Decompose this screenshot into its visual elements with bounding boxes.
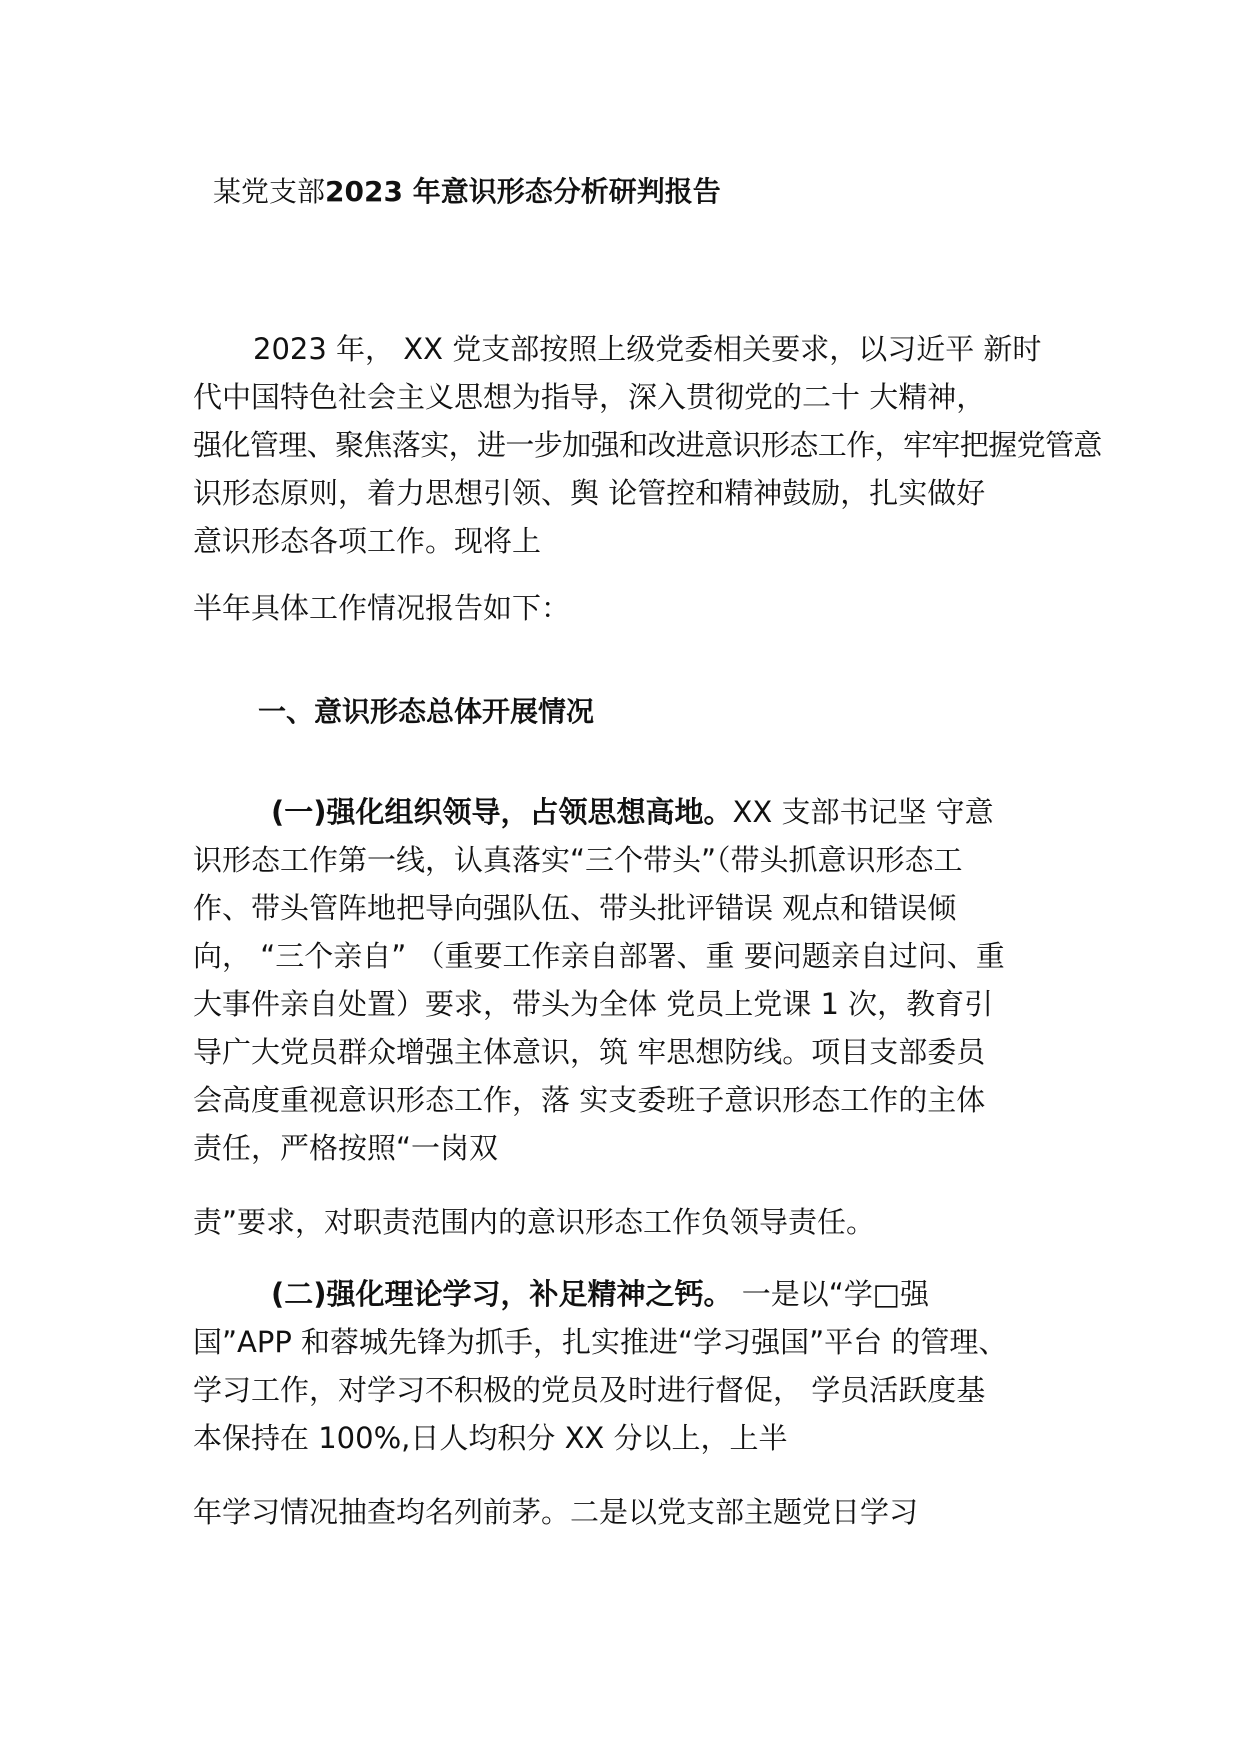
paragraph-line: 责任，严格按照“一岗双 bbox=[193, 1131, 499, 1165]
subsection-1-first-line bbox=[271, 792, 994, 832]
document-title bbox=[213, 172, 721, 212]
paragraph-line: 识形态工作第一线，认真落实“三个带头”（带头抓意识形态工 bbox=[193, 843, 963, 877]
subsection-2-text: 一是以“学□强 bbox=[732, 1277, 930, 1311]
paragraph-line: 责”要求，对职责范围内的意识形态工作负领导责任。 bbox=[193, 1205, 876, 1239]
paragraph-line: 国”APP 和蓉城先锋为抓手，扎实推进“学习强国”平台 的管理、 bbox=[193, 1325, 1008, 1359]
paragraph-line: 代中国特色社会主义思想为指导，深入贯彻党的二十 大精神， bbox=[193, 380, 986, 414]
paragraph-line: 向， “三个亲自” （重要工作亲自部署、重 要问题亲自过问、重 bbox=[193, 939, 1005, 973]
paragraph-line: 大事件亲自处置）要求，带头为全体 党员上党课 1 次，教育引 bbox=[193, 987, 994, 1021]
subsection-1-text: XX 支部书记坚 守意 bbox=[732, 795, 994, 829]
paragraph-line: 学习工作，对学习不积极的党员及时进行督促， 学员活跃度基 bbox=[193, 1373, 986, 1407]
subsection-1-heading: (一)强化组织领导，占领思想高地。 bbox=[271, 795, 733, 829]
paragraph-line: 半年具体工作情况报告如下： bbox=[193, 591, 571, 625]
title-main: 2023 年意识形态分析研判报告 bbox=[325, 175, 721, 208]
subsection-2-first-line bbox=[271, 1274, 929, 1314]
section-heading: 一、意识形态总体开展情况 bbox=[258, 695, 595, 728]
paragraph-line: 年学习情况抽查均名列前茅。二是以党支部主题党日学习 bbox=[193, 1495, 919, 1529]
paragraph-line: 本保持在 100%,日人均积分 XX 分以上，上半 bbox=[193, 1421, 788, 1455]
paragraph-line: 识形态原则，着力思想引领、舆 论管控和精神鼓励，扎实做好 bbox=[193, 476, 986, 510]
subsection-2-heading: (二)强化理论学习，补足精神之钙。 bbox=[271, 1277, 733, 1311]
paragraph-line: 意识形态各项工作。现将上 bbox=[193, 524, 542, 558]
paragraph-line: 会高度重视意识形态工作，落 实支委班子意识形态工作的主体 bbox=[193, 1083, 986, 1117]
paragraph-line: 强化管理、聚焦落实，进一步加强和改进意识形态工作，牢牢把握党管意 bbox=[193, 428, 1102, 462]
paragraph-line: 2023 年， XX 党支部按照上级党委相关要求，以习近平 新时 bbox=[253, 332, 1042, 366]
title-prefix: 某党支部 bbox=[213, 175, 326, 208]
paragraph-line: 作、带头管阵地把导向强队伍、带头批评错误 观点和错误倾 bbox=[193, 891, 957, 925]
paragraph-line: 导广大党员群众增强主体意识，筑 牢思想防线。项目支部委员 bbox=[193, 1035, 986, 1069]
